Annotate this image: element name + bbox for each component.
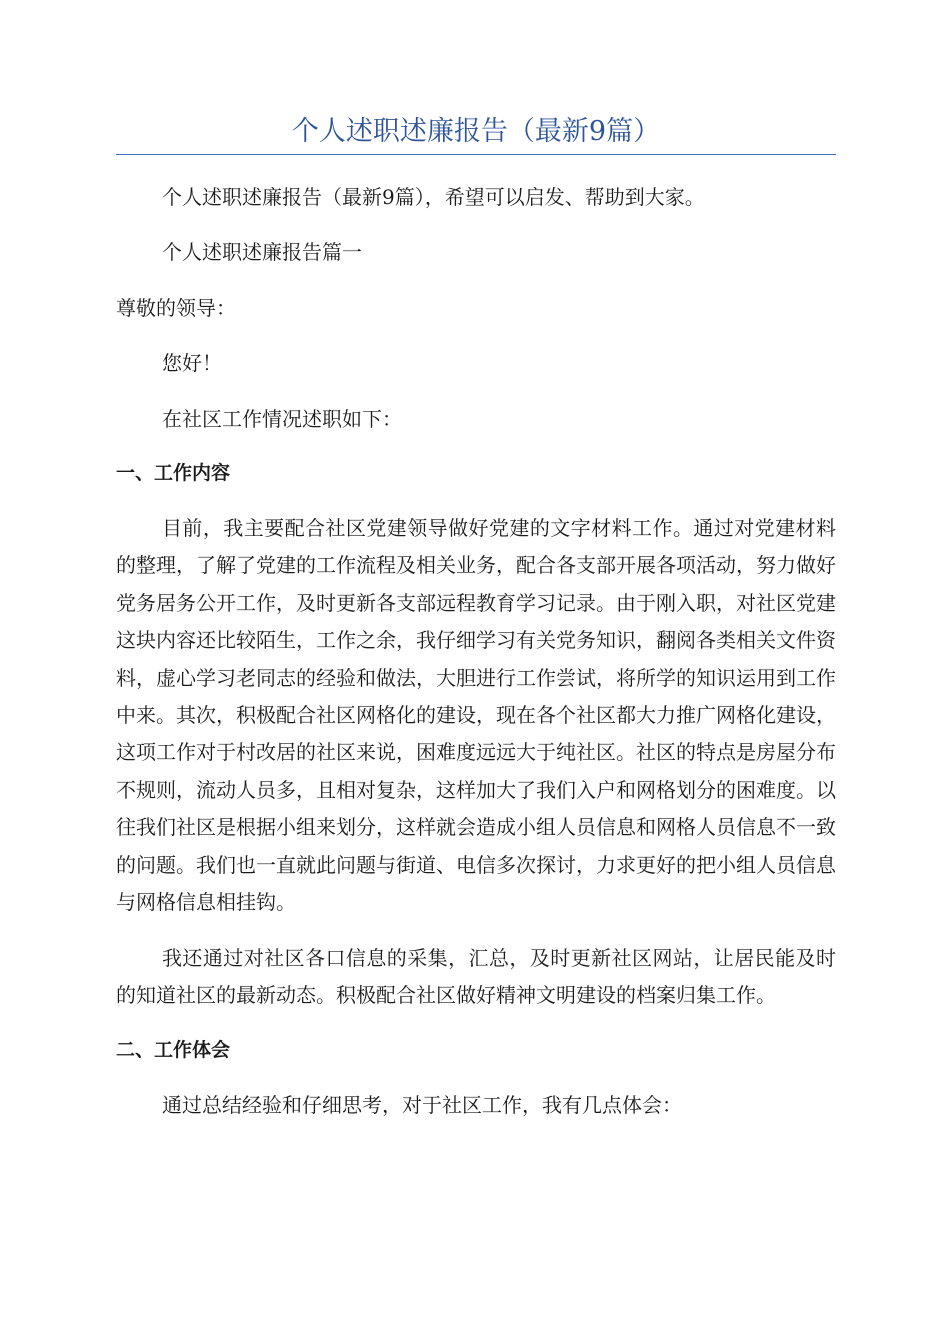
opening-paragraph: 在社区工作情况述职如下： bbox=[162, 406, 402, 431]
work-content-paragraph: 目前，我主要配合社区党建领导做好党建的文字材料工作。通过对党建材料的整理，了解了党建的工作流程及相关业务，配合各支部开展各项活动，努力做好党务居务公开工作，及时更新各支部远程教育学习记录。由于刚入职，对社区党建这块内容还比较陌生，工作之余，我仔细学习有关党务知识，翻阅各类相关文件资料，虚心学习老同志的经验和做法，大胆进行工作尝试，将所学的知识运用到工作中来。其次，积极配合社区网格化的建设，现在各个社区都大力推广网格化建设，这项工作对于村改居的社区来说，困难度远远大于纯社区。社区的特点是房屋分布不规则，流动人员多，且相对复杂，这样加大了我们入户和网格划分的困难度。以往我们社区是根据小组来划分，这样就会造成小组人员信息和网格人员信息不一致的问题。我们也一直就此问题与街道、电信多次探讨，力求更好的把小组人员信息与网格信息相挂钩。 bbox=[116, 516, 836, 915]
greeting: 您好！ bbox=[162, 351, 222, 376]
salutation: 尊敬的领导： bbox=[116, 295, 236, 320]
info-collection-paragraph: 我还通过对社区各口信息的采集，汇总，及时更新社区网站，让居民能及时的知道社区的最新动态。积极配合社区做好精神文明建设的档案归集工作。 bbox=[116, 945, 836, 1007]
document-title: 个人述职述廉报告（最新9篇） bbox=[116, 112, 836, 155]
section-heading-work-content: 一、工作内容 bbox=[116, 462, 231, 485]
intro-paragraph: 个人述职述廉报告（最新9篇），希望可以启发、帮助到大家。 bbox=[162, 185, 705, 209]
document-body bbox=[116, 112, 836, 1125]
experience-intro-paragraph: 通过总结经验和仔细思考，对于社区工作，我有几点体会： bbox=[162, 1093, 682, 1118]
section-heading-work-experience: 二、工作体会 bbox=[116, 1039, 231, 1062]
report-subtitle: 个人述职述廉报告篇一 bbox=[162, 240, 362, 265]
